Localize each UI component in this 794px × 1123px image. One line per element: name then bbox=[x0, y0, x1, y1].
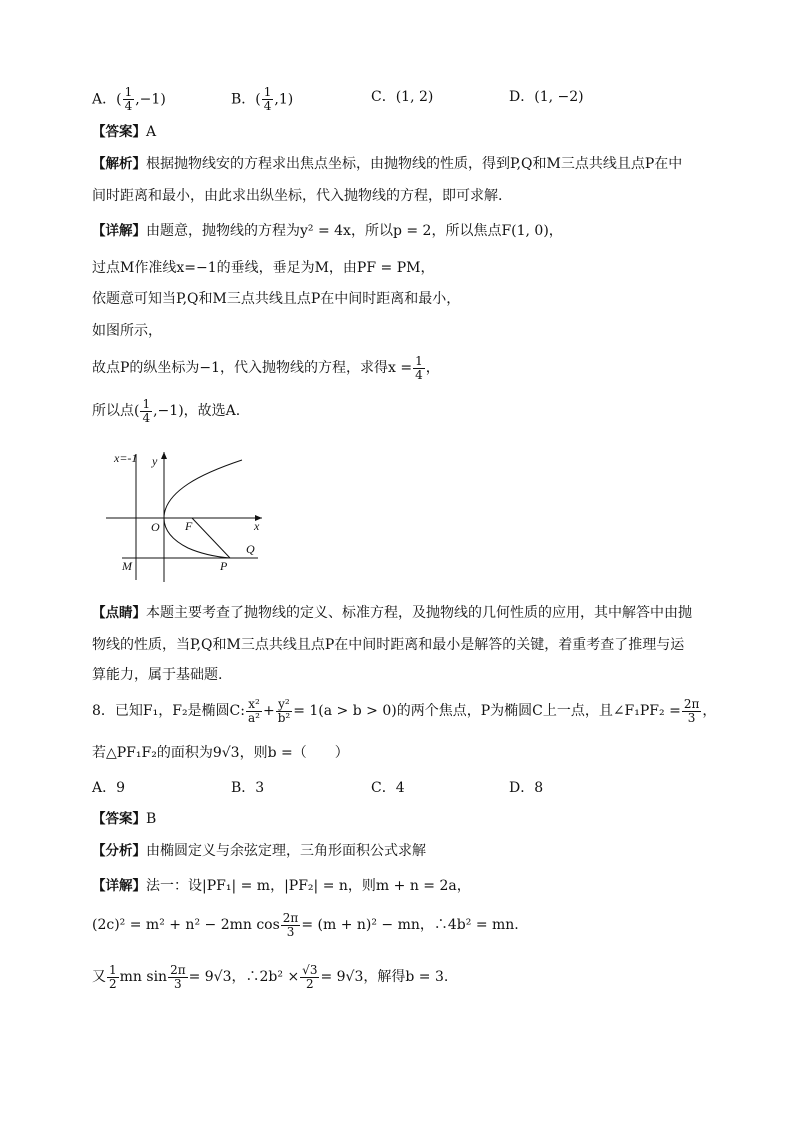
q7-option-d: D．(1, −2) bbox=[509, 89, 584, 105]
q8-option-a: A．9 bbox=[92, 780, 126, 796]
q7-detail-line-3: 依题意可知当P,Q和M三点共线且点P在中间时距离和最小， bbox=[92, 291, 461, 307]
origin-label: O bbox=[151, 520, 160, 534]
q8-stem-line-2: 若△PF₁F₂的面积为9√3，则b =（ ） bbox=[92, 745, 349, 761]
y-axis-label: y bbox=[152, 454, 158, 468]
point-m-label: M bbox=[122, 559, 132, 573]
parabola-curve bbox=[164, 460, 242, 558]
q7-answer: 【答案】A bbox=[92, 124, 157, 140]
q7-detail-line-4: 如图所示， bbox=[92, 323, 162, 339]
q8-answer: 【答案】B bbox=[92, 811, 157, 827]
q7-analysis-line-2: 间时距离和最小，由此求出纵坐标，代入抛物线的方程，即可求解. bbox=[92, 188, 503, 204]
q7-detail-line-1: 【详解】由题意，抛物线的方程为y² = 4x，所以p = 2，所以焦点F(1, 0)， bbox=[92, 223, 563, 239]
point-p-label: P bbox=[220, 559, 228, 573]
q8-option-d: D．8 bbox=[509, 780, 544, 796]
q7-option-c: C．(1, 2) bbox=[371, 89, 434, 105]
q7-option-b: B．( $\frac{1}{4}$ ,1) bbox=[231, 85, 294, 113]
parabola-figure bbox=[96, 444, 276, 586]
q8-detail-line-2: (2c)² = m² + n² − 2mn cos $\frac{2\pi}{3}$ = (m + n)² − mn，∴4b² = mn. bbox=[92, 910, 519, 939]
q7-detail-line-5: 故点P的纵坐标为−1，代入抛物线的方程，求得x = $\frac{1}{4}$ ， bbox=[92, 353, 440, 382]
q7-detail-line-6: 所以点( $\frac{1}{4}$ ,−1)，故选A. bbox=[92, 396, 241, 425]
q7-detail-line-2: 过点M作准线x=−1的垂线，垂足为M，由PF = PM， bbox=[92, 260, 435, 276]
q8-option-c: C．4 bbox=[371, 780, 405, 796]
y-axis-arrow bbox=[161, 452, 167, 459]
q8-analysis: 【分析】由椭圆定义与余弦定理，三角形面积公式求解 bbox=[92, 843, 426, 859]
x-axis-label: x bbox=[254, 519, 260, 533]
q8-detail-line-1: 【详解】法一：设|PF₁| = m，|PF₂| = n，则m + n = 2a， bbox=[92, 878, 471, 894]
q8-detail-line-3: 又 $\frac{1}{2}$ mn sin $\frac{2\pi}{3}$ = 9√3，∴2b² × $\frac{√3}{2}$ = 9√3，解得b = 3. bbox=[92, 962, 449, 991]
point-q-label: Q bbox=[246, 542, 255, 556]
directrix-label: x=-1 bbox=[114, 451, 138, 465]
q8-option-b: B．3 bbox=[231, 780, 265, 796]
focus-label: F bbox=[185, 519, 193, 533]
q7-comment-line-2: 物线的性质，当P,Q和M三点共线且点P在中间时距离和最小是解答的关键，着重考查了推理与运 bbox=[92, 637, 685, 653]
q7-analysis-line-1: 【解析】根据抛物线安的方程求出焦点坐标，由抛物线的性质，得到P,Q和M三点共线且点P在中 bbox=[92, 156, 683, 172]
q8-stem-line-1: 8．已知F₁，F₂是椭圆C: $\frac{\text{x²}}{\text{a²}}$ + $\frac{\text{y²}}{\text{b²}}$ = 1(a > b > 0)的两个焦点，P为椭圆C上一点，且∠F₁PF₂ = $\frac{2\pi}{3}$ ， bbox=[92, 696, 717, 725]
q7-comment-line-1: 【点睛】本题主要考查了抛物线的定义、标准方程，及抛物线的几何性质的应用，其中解答中由抛 bbox=[92, 605, 692, 621]
q7-option-a: A．( $\frac{1}{4}$ ,−1) bbox=[92, 85, 166, 113]
q7-comment-line-3: 算能力，属于基础题. bbox=[92, 667, 223, 683]
